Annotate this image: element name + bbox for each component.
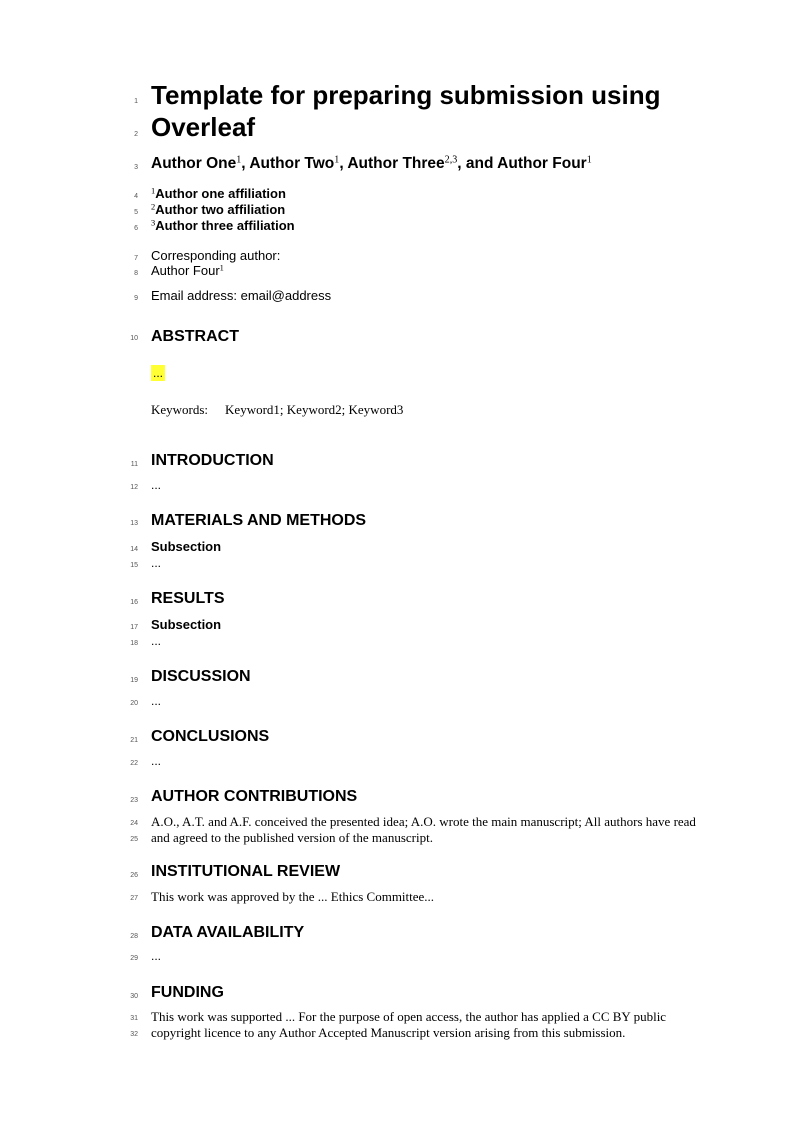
section-heading-funding: FUNDING [151, 984, 224, 1001]
affiliation-text: Author three affiliation [155, 218, 295, 233]
affiliation [151, 218, 295, 233]
author-affiliation-sup: 1 [236, 154, 242, 166]
author-affiliation-sup: 1 [586, 154, 592, 166]
line-number: 21 [130, 737, 138, 744]
line-number: 26 [130, 872, 138, 879]
line-number: 13 [130, 520, 138, 527]
author-separator: , and [457, 155, 498, 172]
section-heading-abstract: ABSTRACT [151, 328, 239, 345]
section-text: copyright licence to any Author Accepted Manuscript version arising from this submission. [151, 1025, 626, 1040]
section-text: A.O., A.T. and A.F. conceived the presented idea; A.O. wrote the main manuscript; All authors have read [151, 814, 696, 829]
section-heading-institutional-review: INSTITUTIONAL REVIEW [151, 863, 341, 880]
section-text: This work was approved by the ... Ethics Committee... [151, 889, 435, 904]
line-number: 30 [130, 993, 138, 1000]
line-number: 4 [134, 193, 138, 200]
subsection-heading: Subsection [151, 617, 222, 632]
section-text: ... [151, 556, 162, 570]
author-name: Author Three [347, 155, 445, 172]
section-text: This work was supported ... For the purpose of open access, the author has applied a CC BY public [151, 1009, 667, 1024]
author-name: Author Two [249, 155, 335, 172]
line-number: 9 [134, 295, 138, 302]
section-text: and agreed to the published version of the manuscript. [151, 830, 433, 845]
paper-title-line-1: Template for preparing submission using [151, 80, 661, 110]
affiliation-sup: 1 [151, 185, 156, 196]
line-number: 15 [130, 562, 138, 569]
author-affiliation-sup: 2,3 [444, 154, 458, 166]
affiliation-sup: 3 [151, 217, 156, 228]
keywords-label: Keywords: [151, 402, 209, 417]
line-number: 10 [130, 335, 138, 342]
line-number: 11 [130, 461, 138, 468]
line-number: 24 [130, 820, 138, 827]
keywords-list: Keyword1; Keyword2; Keyword3 [225, 402, 404, 417]
line-number: 8 [134, 270, 138, 277]
section-text: ... [151, 754, 162, 768]
line-number: 27 [130, 895, 138, 902]
corresponding-sup: 1 [219, 262, 224, 273]
line-number: 19 [130, 677, 138, 684]
section-heading-methods: MATERIALS AND METHODS [151, 512, 367, 529]
line-number: 18 [130, 640, 138, 647]
subsection-heading: Subsection [151, 539, 222, 554]
section-heading-introduction: INTRODUCTION [151, 452, 274, 469]
line-number: 32 [130, 1031, 138, 1038]
corresponding-label: Corresponding author: [151, 248, 281, 263]
corresponding-name: Author Four [151, 263, 220, 278]
section-heading-results: RESULTS [151, 590, 225, 607]
section-heading-data-availability: DATA AVAILABILITY [151, 924, 305, 941]
section-text: ... [151, 634, 162, 648]
line-number: 3 [134, 164, 138, 171]
line-number: 23 [130, 797, 138, 804]
line-number: 7 [134, 255, 138, 262]
affiliation [151, 202, 285, 217]
affiliation-text: Author two affiliation [155, 202, 286, 217]
section-heading-discussion: DISCUSSION [151, 668, 251, 685]
line-number: 31 [130, 1015, 138, 1022]
paper-title-line-2: Overleaf [151, 112, 256, 142]
email-address: Email address: email@address [151, 288, 332, 303]
line-number: 25 [130, 836, 138, 843]
corresponding-author [151, 263, 224, 278]
section-heading-conclusions: CONCLUSIONS [151, 728, 270, 745]
author-separator: , [241, 155, 250, 172]
section-heading-author-contributions: AUTHOR CONTRIBUTIONS [151, 788, 358, 805]
affiliation [151, 186, 286, 201]
line-number: 29 [130, 955, 138, 962]
line-number: 1 [134, 98, 138, 105]
line-number: 20 [130, 700, 138, 707]
section-text: ... [151, 478, 162, 492]
author-affiliation-sup: 1 [334, 154, 340, 166]
line-number: 17 [130, 624, 138, 631]
author-name: Author One [151, 155, 237, 172]
section-text: ... [151, 949, 162, 963]
line-number: 28 [130, 933, 138, 940]
line-number: 12 [130, 484, 138, 491]
author-separator: , [339, 155, 348, 172]
highlighted-placeholder: ... [153, 366, 164, 380]
line-number: 16 [130, 599, 138, 606]
abstract-text [151, 364, 165, 382]
line-number: 2 [134, 131, 138, 138]
author-list [151, 155, 592, 173]
section-text: ... [151, 694, 162, 708]
affiliation-sup: 2 [151, 201, 156, 212]
author-name: Author Four [497, 155, 587, 172]
keywords [151, 402, 403, 418]
line-number: 5 [134, 209, 138, 216]
line-number: 22 [130, 760, 138, 767]
line-number: 14 [130, 546, 138, 553]
line-number: 6 [134, 225, 138, 232]
affiliation-text: Author one affiliation [155, 186, 286, 201]
